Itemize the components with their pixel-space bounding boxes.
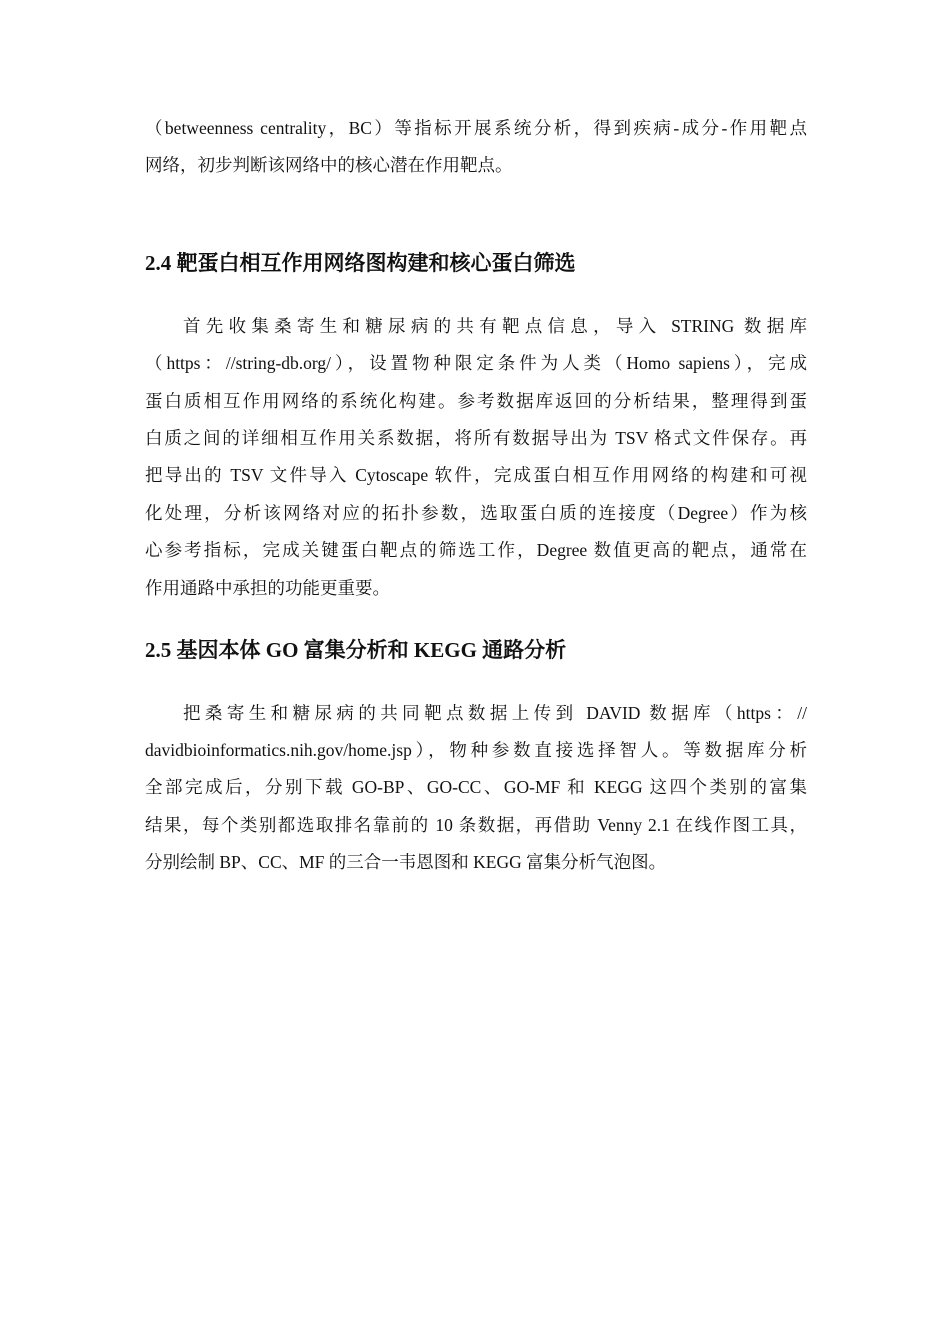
paragraph-line: 结果，每个类别都选取排名靠前的 10 条数据，再借助 Venny 2.1 在线作图工具， <box>145 815 807 835</box>
paragraph-line: 网络，初步判断该网络中的核心潜在作用靶点。 <box>145 155 513 175</box>
paragraph-line: （betweenness centrality，BC）等指标开展系统分析，得到疾病-成分-作用靶点 <box>145 118 807 138</box>
paragraph-line: 把桑寄生和糖尿病的共同靶点数据上传到 DAVID 数据库（https：// <box>183 703 807 723</box>
section-heading-2-5: 2.5 基因本体 GO 富集分析和 KEGG 通路分析 <box>145 638 567 662</box>
paragraph-line: 心参考指标，完成关键蛋白靶点的筛选工作，Degree 数值更高的靶点，通常在 <box>145 540 807 560</box>
paragraph-line: 分别绘制 BP、CC、MF 的三合一韦恩图和 KEGG 富集分析气泡图。 <box>145 852 667 872</box>
paragraph-line: （https：//string-db.org/），设置物种限定条件为人类（Homo sapiens），完成 <box>145 353 807 373</box>
paragraph-line: 把导出的 TSV 文件导入 Cytoscape 软件，完成蛋白相互作用网络的构建和可视 <box>145 465 807 485</box>
paragraph-line: 首先收集桑寄生和糖尿病的共有靶点信息，导入 STRING 数据库 <box>183 316 807 336</box>
paragraph-line: 白质之间的详细相互作用关系数据，将所有数据导出为 TSV 格式文件保存。再 <box>145 428 807 448</box>
section-heading-2-4: 2.4 靶蛋白相互作用网络图构建和核心蛋白筛选 <box>145 251 576 275</box>
paragraph-line: davidbioinformatics.nih.gov/home.jsp），物种参数直接选择智人。等数据库分析 <box>145 740 807 760</box>
paragraph-line: 全部完成后，分别下载 GO-BP、GO-CC、GO-MF 和 KEGG 这四个类别的富集 <box>145 777 807 797</box>
paragraph-line: 作用通路中承担的功能更重要。 <box>145 578 390 598</box>
paragraph-line: 化处理，分析该网络对应的拓扑参数，选取蛋白质的连接度（Degree）作为核 <box>145 503 807 523</box>
paragraph-line: 蛋白质相互作用网络的系统化构建。参考数据库返回的分析结果，整理得到蛋 <box>145 391 807 411</box>
